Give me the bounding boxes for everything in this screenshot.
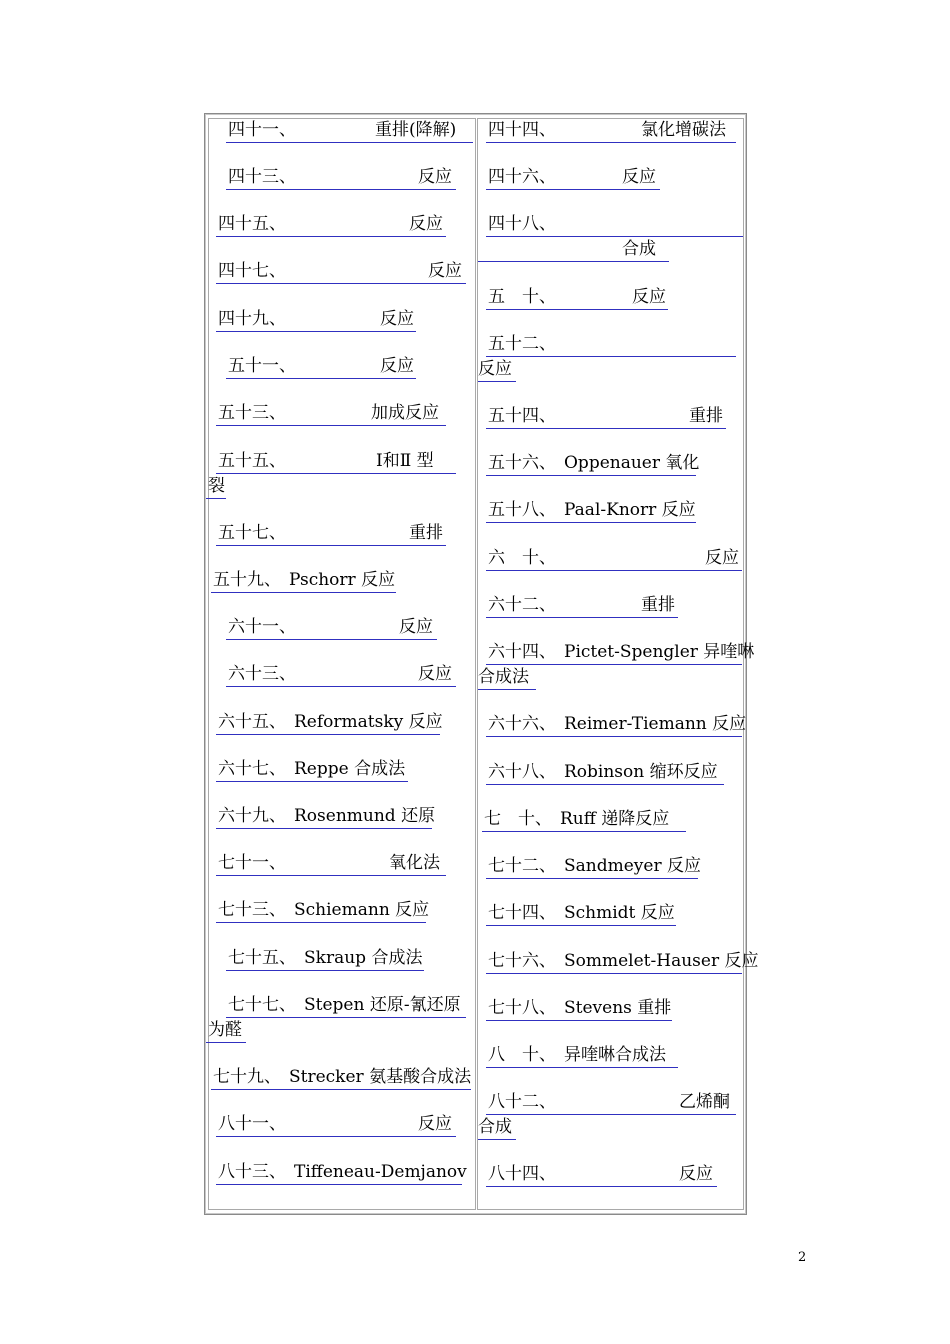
toc-entry-number: 五十三、	[218, 403, 286, 423]
toc-entry-number: 六十四、	[488, 642, 556, 662]
link-underline	[226, 189, 456, 190]
toc-entry-title[interactable]: 反应	[380, 356, 414, 376]
toc-link[interactable]	[488, 593, 556, 617]
link-underline	[216, 734, 440, 735]
toc-link[interactable]	[488, 854, 556, 878]
link-underline	[226, 639, 437, 640]
toc-entry-number: 七十九、	[213, 1067, 281, 1087]
toc-entry-title[interactable]: 反应	[418, 664, 452, 684]
toc-entry-title[interactable]: Skraup 合成法	[304, 948, 423, 968]
toc-link[interactable]	[218, 307, 286, 331]
toc-entry-title[interactable]: 重排(降解)	[375, 120, 457, 140]
toc-entry-number: 六 十、	[488, 548, 556, 568]
toc-entry-title[interactable]: Sandmeyer 反应	[564, 856, 701, 876]
toc-entry-continuation[interactable]: 反应	[478, 359, 512, 379]
toc-entry-number: 六十五、	[218, 712, 286, 732]
link-underline	[486, 1020, 672, 1021]
toc-entry-title[interactable]: Rosenmund 还原	[294, 806, 436, 826]
toc-link[interactable]	[228, 993, 296, 1017]
toc-entry-number: 七十八、	[488, 998, 556, 1018]
link-underline	[478, 261, 669, 262]
toc-entry-number: 五十六、	[488, 453, 556, 473]
toc-link[interactable]	[218, 449, 286, 473]
link-underline	[478, 381, 516, 382]
toc-link[interactable]	[218, 757, 286, 781]
link-underline	[486, 1114, 736, 1115]
toc-entry-title[interactable]: 反应	[409, 214, 443, 234]
toc-link[interactable]	[228, 165, 296, 189]
toc-entry-continuation[interactable]: 裂	[208, 476, 225, 496]
toc-entry-number: 八 十、	[488, 1045, 556, 1065]
toc-link[interactable]	[484, 807, 552, 831]
toc-link[interactable]	[218, 1112, 286, 1136]
toc-link[interactable]	[488, 498, 556, 522]
link-underline	[211, 592, 396, 593]
toc-entry-number: 四十四、	[488, 120, 556, 140]
link-underline	[486, 522, 696, 523]
link-underline	[486, 878, 698, 879]
toc-entry-number: 八十四、	[488, 1164, 556, 1184]
toc-link[interactable]	[488, 285, 556, 309]
toc-entry-title[interactable]: Schiemann 反应	[294, 900, 430, 920]
toc-entry-number: 八十三、	[218, 1162, 286, 1182]
toc-entry-title[interactable]: Reimer-Tiemann 反应	[564, 714, 747, 734]
toc-link[interactable]	[488, 996, 556, 1020]
toc-entry-number: 五十九、	[213, 570, 281, 590]
toc-link[interactable]	[488, 118, 556, 142]
toc-entry-number: 六十一、	[228, 617, 296, 637]
link-underline	[486, 736, 742, 737]
toc-entry-title[interactable]: Strecker 氨基酸合成法	[289, 1067, 472, 1087]
toc-link[interactable]	[218, 804, 286, 828]
link-underline	[482, 831, 686, 832]
toc-link[interactable]	[218, 521, 286, 545]
toc-entry-number: 七十二、	[488, 856, 556, 876]
toc-entry-number: 五十五、	[218, 451, 286, 471]
toc-entry-continuation[interactable]: 合成	[478, 1117, 512, 1137]
toc-entry-title[interactable]: Paal-Knorr 反应	[564, 500, 696, 520]
toc-entry-title[interactable]: 反应	[679, 1164, 713, 1184]
toc-entry-number: 六十二、	[488, 595, 556, 615]
toc-entry-number: 八十二、	[488, 1092, 556, 1112]
toc-link[interactable]	[488, 760, 556, 784]
toc-link[interactable]	[228, 946, 296, 970]
link-underline	[216, 875, 446, 876]
toc-entry-number: 四十五、	[218, 214, 286, 234]
toc-entry-title[interactable]: Reppe 合成法	[294, 759, 406, 779]
link-underline	[216, 283, 466, 284]
toc-entry-number: 五十七、	[218, 523, 286, 543]
toc-entry-number: 六十八、	[488, 762, 556, 782]
toc-entry-title[interactable]: Reformatsky 反应	[294, 712, 443, 732]
toc-entry-number: 五十二、	[488, 334, 556, 354]
link-underline	[486, 428, 726, 429]
toc-entry-title[interactable]: 反应	[380, 309, 414, 329]
toc-entry-title[interactable]: Pictet-Spengler 异喹啉	[564, 642, 755, 662]
link-underline	[216, 545, 446, 546]
toc-link[interactable]	[488, 212, 556, 236]
toc-entry-title[interactable]: 加成反应	[371, 403, 439, 423]
toc-entry-title[interactable]: 反应	[428, 261, 462, 281]
toc-entry-number: 八十一、	[218, 1114, 286, 1134]
page-number: 2	[798, 1250, 807, 1265]
toc-entry-title[interactable]: 反应	[622, 167, 656, 187]
toc-entry-title[interactable]: Sommelet-Hauser 反应	[564, 951, 759, 971]
toc-link[interactable]	[213, 568, 281, 592]
link-underline	[486, 570, 742, 571]
toc-link[interactable]	[228, 615, 296, 639]
link-underline	[216, 473, 456, 474]
link-underline	[226, 142, 473, 143]
toc-entry-number: 六十七、	[218, 759, 286, 779]
toc-entry-number: 七十三、	[218, 900, 286, 920]
toc-link[interactable]	[488, 640, 556, 664]
toc-entry-title[interactable]: 重排	[641, 595, 675, 615]
link-underline	[226, 970, 424, 971]
toc-entry-title[interactable]: 重排	[689, 406, 723, 426]
link-underline	[486, 784, 724, 785]
link-underline	[486, 1186, 717, 1187]
toc-entry-title[interactable]: 反应	[418, 167, 452, 187]
toc-link[interactable]	[488, 901, 556, 925]
toc-entry-number: 六十三、	[228, 664, 296, 684]
link-underline	[486, 356, 736, 357]
toc-entry-number: 五十四、	[488, 406, 556, 426]
link-underline	[486, 925, 676, 926]
toc-link[interactable]	[218, 212, 286, 236]
toc-entry-title[interactable]: 重排	[409, 523, 443, 543]
toc-entry-number: 四十一、	[228, 120, 296, 140]
toc-entry-number: 四十七、	[218, 261, 286, 281]
toc-entry-title[interactable]: Robinson 缩环反应	[564, 762, 718, 782]
link-underline	[486, 617, 678, 618]
toc-entry-title[interactable]: Oppenauer 氧化	[564, 453, 700, 473]
toc-entry-number: 六十九、	[218, 806, 286, 826]
toc-entry-number: 四十八、	[488, 214, 556, 234]
link-underline	[216, 828, 432, 829]
toc-entry-title[interactable]: Tiffeneau-Demjanov	[294, 1162, 467, 1182]
toc-entry-title[interactable]: 异喹啉合成法	[564, 1045, 666, 1065]
toc-link[interactable]	[213, 1065, 281, 1089]
toc-link[interactable]	[218, 259, 286, 283]
toc-link[interactable]	[218, 401, 286, 425]
toc-entry-number: 四十三、	[228, 167, 296, 187]
toc-entry-number: 七十一、	[218, 853, 286, 873]
toc-entry-title[interactable]: 氧化法	[389, 853, 440, 873]
toc-link[interactable]	[218, 898, 286, 922]
link-underline	[216, 331, 416, 332]
link-underline	[486, 142, 736, 143]
toc-entry-number: 七十七、	[228, 995, 296, 1015]
toc-entry-title[interactable]: Stevens 重排	[564, 998, 672, 1018]
toc-entry-title[interactable]: Pschorr 反应	[289, 570, 396, 590]
toc-entry-number: 四十九、	[218, 309, 286, 329]
link-underline	[226, 378, 416, 379]
link-underline	[226, 686, 456, 687]
toc-link[interactable]	[488, 949, 556, 973]
toc-link[interactable]	[488, 165, 556, 189]
link-underline	[486, 236, 743, 237]
toc-link[interactable]	[488, 332, 556, 356]
toc-entry-title[interactable]: 反应	[705, 548, 739, 568]
toc-link[interactable]	[488, 404, 556, 428]
toc-entry-title[interactable]: Ruff 递降反应	[560, 809, 670, 829]
toc-entry-number: 五 十、	[488, 287, 556, 307]
link-underline	[486, 1067, 678, 1068]
toc-link[interactable]	[218, 1160, 286, 1184]
toc-entry-title[interactable]: 反应	[399, 617, 433, 637]
link-underline	[216, 236, 446, 237]
toc-entry-number: 五十一、	[228, 356, 296, 376]
toc-entry-title[interactable]: Ⅰ和Ⅱ 型	[376, 451, 434, 471]
link-underline	[216, 1184, 462, 1185]
link-underline	[216, 781, 408, 782]
toc-entry-number: 六十六、	[488, 714, 556, 734]
link-underline	[216, 1136, 456, 1137]
link-underline	[216, 425, 446, 426]
link-underline	[478, 689, 536, 690]
toc-link[interactable]	[488, 546, 556, 570]
toc-link[interactable]	[228, 354, 296, 378]
toc-link[interactable]	[218, 851, 286, 875]
toc-entry-number: 七 十、	[484, 809, 552, 829]
toc-entry-continuation[interactable]: 合成	[622, 239, 656, 259]
toc-entry-title[interactable]: 乙烯酮	[679, 1092, 730, 1112]
link-underline	[206, 498, 226, 499]
toc-link[interactable]	[228, 662, 296, 686]
link-underline	[486, 309, 668, 310]
link-underline	[226, 1017, 466, 1018]
link-underline	[486, 475, 696, 476]
toc-link[interactable]	[488, 451, 556, 475]
toc-entry-number: 四十六、	[488, 167, 556, 187]
toc-link[interactable]	[488, 1043, 556, 1067]
toc-entry-title[interactable]: Schmidt 反应	[564, 903, 675, 923]
toc-entry-title[interactable]: Stepen 还原-氰还原	[304, 995, 461, 1015]
link-underline	[486, 973, 742, 974]
link-underline	[486, 189, 660, 190]
toc-entry-number: 七十六、	[488, 951, 556, 971]
link-underline	[216, 922, 426, 923]
toc-entry-continuation[interactable]: 合成法	[478, 667, 529, 687]
link-underline	[206, 1042, 246, 1043]
toc-entry-number: 七十四、	[488, 903, 556, 923]
link-underline	[478, 1139, 516, 1140]
link-underline	[211, 1089, 471, 1090]
toc-link[interactable]	[488, 1162, 556, 1186]
toc-entry-number: 五十八、	[488, 500, 556, 520]
toc-link[interactable]	[228, 118, 296, 142]
toc-entry-number: 七十五、	[228, 948, 296, 968]
toc-entry-title[interactable]: 氯化增碳法	[641, 120, 726, 140]
toc-entry-title[interactable]: 反应	[632, 287, 666, 307]
toc-entry-continuation[interactable]: 为醛	[208, 1020, 242, 1040]
toc-link[interactable]	[488, 1090, 556, 1114]
toc-link[interactable]	[488, 712, 556, 736]
toc-entry-title[interactable]: 反应	[418, 1114, 452, 1134]
toc-link[interactable]	[218, 710, 286, 734]
